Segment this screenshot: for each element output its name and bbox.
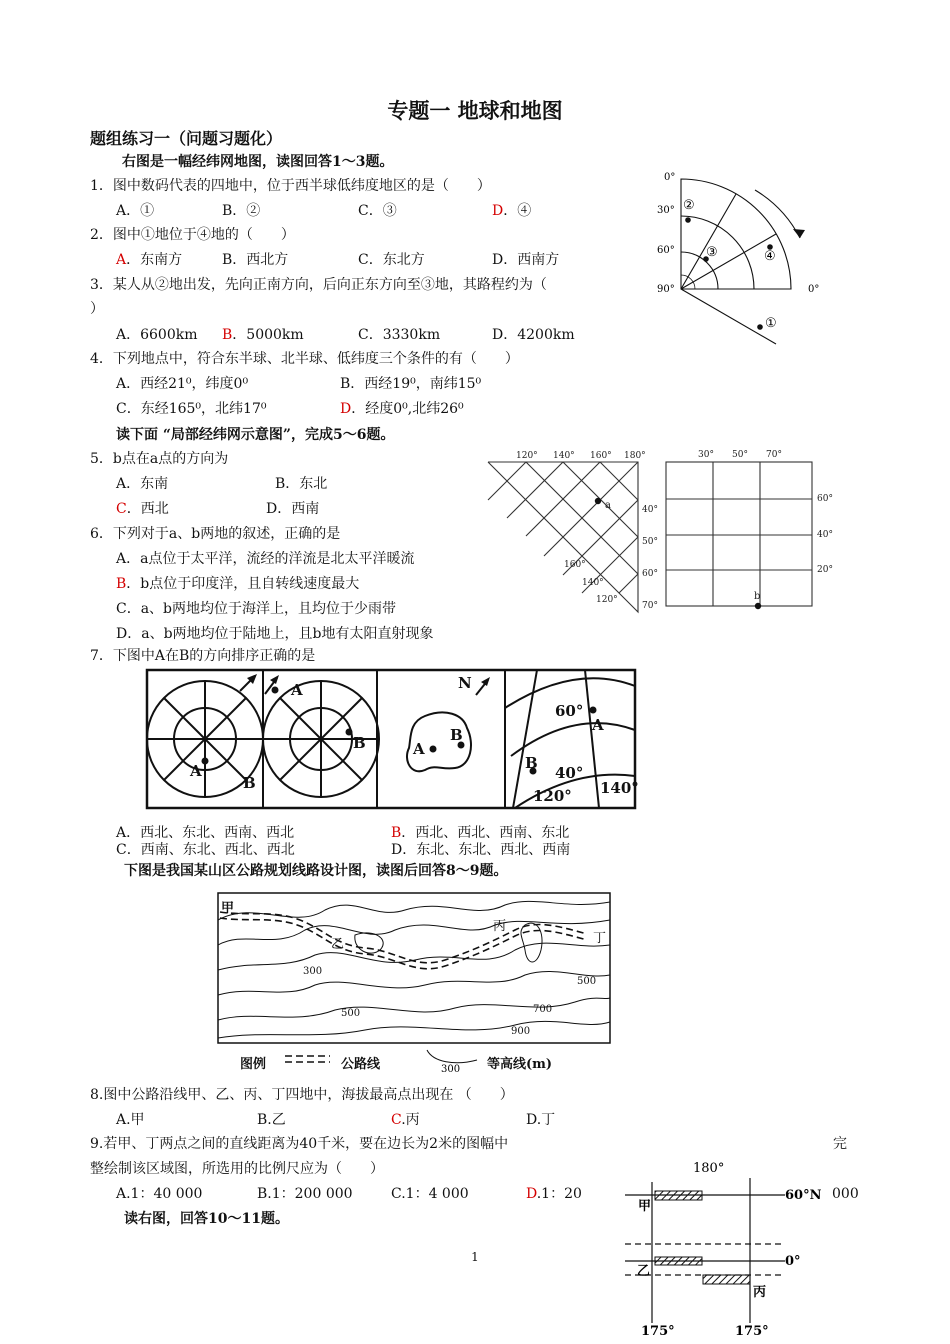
intro-3: 下图是我国某山区公路规划线路设计图，读图后回答8～9题。 <box>124 863 508 879</box>
contour-900: 900 <box>511 1026 531 1037</box>
place-bing-5: 丙 <box>753 1285 767 1300</box>
q8-option-d: D.丁 <box>526 1112 556 1128</box>
q3-option-c: C．3330km <box>358 327 441 343</box>
q7-option-b: B．西北、西北、西南、东北 <box>391 825 570 841</box>
q3-stem-end: ） <box>90 301 104 317</box>
right1-60: 60° <box>642 569 658 579</box>
q3-option-b: B．5000km <box>222 327 304 343</box>
q9-option-d: D.1：20 <box>526 1186 582 1202</box>
right2-20: 20° <box>817 565 833 575</box>
q7-option-c: C．西南、东北、西北、西北 <box>116 842 295 858</box>
place-jia: 甲 <box>221 901 235 916</box>
page-title: 专题一 地球和地图 <box>387 99 563 123</box>
contour-700: 700 <box>533 1004 553 1015</box>
lon-175-left: 175° <box>641 1324 675 1339</box>
q2-stem: 2．图中①地位于④地的（ ） <box>90 227 295 243</box>
q6-option-d: D．a、b两地均位于陆地上，且b地有太阳直射现象 <box>116 626 434 642</box>
north-label: N <box>458 674 472 692</box>
q5-option-c: C．西北 <box>116 501 169 517</box>
q9-option-d-tail: 000 <box>832 1186 859 1202</box>
diag3-B: B <box>450 726 463 744</box>
top1-120: 120° <box>516 451 538 461</box>
q4-option-b: B．西经19⁰，南纬15⁰ <box>340 376 482 392</box>
q1-option-a: A．① <box>116 203 155 219</box>
q1-option-b: B．② <box>222 203 261 219</box>
top2-30: 30° <box>698 450 714 460</box>
point-2-label: ② <box>683 198 695 213</box>
q5-option-d: D．西南 <box>266 501 320 517</box>
q9-stem-2: 整绘制该区域图，所选用的比例尺应为（ ） <box>90 1161 384 1177</box>
intro-1: 右图是一幅经纬网地图，读图回答1～3题。 <box>122 154 394 170</box>
legend-300: 300 <box>441 1064 461 1075</box>
equator: 0° <box>785 1254 801 1269</box>
legend-road: 公路线 <box>341 1057 381 1072</box>
q7-stem: 7．下图中A在B的方向排序正确的是 <box>90 648 316 664</box>
intro-2: 读下面 “局部经纬网示意图”，完成5～6题。 <box>116 427 395 443</box>
lat-40: 40° <box>555 764 584 782</box>
right1-50: 50° <box>642 537 658 547</box>
diag2-A: A <box>291 681 303 699</box>
diag1-A: A <box>190 762 202 780</box>
right1-70: 70° <box>642 601 658 611</box>
left1-120: 120° <box>596 595 618 605</box>
place-bing: 丙 <box>493 919 507 934</box>
top1-140: 140° <box>553 451 575 461</box>
q6-option-a: A．a点位于太平洋，流经的洋流是北太平洋暖流 <box>116 551 415 567</box>
q2-option-b: B．西北方 <box>222 252 289 268</box>
diag4-A: A <box>592 716 604 734</box>
q9-option-a: A.1：40 000 <box>116 1186 203 1202</box>
q4-stem: 4．下列地点中，符合东半球、北半球、低纬度三个条件的有（ ） <box>90 351 519 367</box>
q3-stem: 3．某人从②地出发，先向正南方向，后向正东方向至③地，其路程约为（ <box>90 277 547 293</box>
legend-title: 图例 <box>240 1057 267 1072</box>
place-jia-5: 甲 <box>638 1199 652 1214</box>
point-b-label: b <box>754 591 761 602</box>
lat-30-label: 30° <box>657 205 675 216</box>
contour-300: 300 <box>303 966 323 977</box>
lat-90-label: 90° <box>657 284 675 295</box>
left1-160: 160° <box>564 560 586 570</box>
top1-180: 180° <box>624 451 646 461</box>
diag3-A: A <box>413 740 425 758</box>
q8-option-a: A.甲 <box>116 1112 145 1128</box>
q5-stem: 5．b点在a点的方向为 <box>90 451 229 467</box>
q7-option-d: D．东北、东北、西北、西南 <box>391 842 571 858</box>
lat-60-label: 60° <box>657 245 675 256</box>
page-number: 1 <box>471 1250 479 1264</box>
q5-option-a: A．东南 <box>116 476 169 492</box>
q4-option-a: A．西经21⁰，纬度0⁰ <box>116 376 249 392</box>
lat-60n: 60°N <box>785 1188 822 1203</box>
q2-option-d: D．西南方 <box>492 252 560 268</box>
q1-stem: 1．图中数码代表的四地中，位于西半球低纬度地区的是（ ） <box>90 178 491 194</box>
q6-stem: 6．下列对于a、b两地的叙述，正确的是 <box>90 526 341 542</box>
lon-0-label: 0° <box>808 284 820 295</box>
direction-figure <box>145 668 637 810</box>
top1-160: 160° <box>590 451 612 461</box>
q8-option-b: B.乙 <box>257 1112 286 1128</box>
section-title: 题组练习一（问题习题化） <box>90 129 283 148</box>
q8-option-c: C.丙 <box>391 1112 420 1128</box>
lat-60: 60° <box>555 702 584 720</box>
contour-500-left: 500 <box>341 1008 361 1019</box>
q3-option-d: D．4200km <box>492 327 575 343</box>
diag1-B: B <box>243 774 256 792</box>
q2-option-a: A．东南方 <box>116 252 183 268</box>
point-4-label: ④ <box>764 249 776 264</box>
right2-60: 60° <box>817 494 833 504</box>
left1-140: 140° <box>582 578 604 588</box>
lon-140: 140° <box>600 779 639 797</box>
q9-option-b: B.1：200 000 <box>257 1186 353 1202</box>
intro-4: 读右图，回答10～11题。 <box>124 1211 289 1227</box>
diag4-B: B <box>525 754 538 772</box>
q8-stem: 8.图中公路沿线甲、乙、丙、丁四地中，海拔最高点出现在 （ ） <box>90 1087 514 1103</box>
q7-option-a: A．西北、东北、西南、西北 <box>116 825 295 841</box>
lon-175-right: 175° <box>735 1324 769 1339</box>
dateline-figure <box>625 1158 835 1338</box>
diag2-B: B <box>353 734 366 752</box>
contour-map-figure <box>215 890 615 1076</box>
q2-option-c: C．东北方 <box>358 252 425 268</box>
place-ding: 丁 <box>593 931 607 946</box>
point-1-label: ① <box>765 316 777 331</box>
q4-option-c: C．东经165⁰，北纬17⁰ <box>116 401 267 417</box>
lon-120: 120° <box>533 787 572 805</box>
q4-option-d: D．经度0⁰,北纬26⁰ <box>340 401 464 417</box>
q9-stem: 9.若甲、丁两点之间的直线距离为40千米，要在边长为2米的图幅中 <box>90 1136 509 1152</box>
right1-40: 40° <box>642 505 658 515</box>
lat-0-label: 0° <box>664 172 676 183</box>
legend-contour: 等高线(m) <box>487 1057 553 1072</box>
q9-option-c: C.1：4 000 <box>391 1186 469 1202</box>
point-a-label: a <box>605 500 611 511</box>
lon-180: 180° <box>693 1161 725 1176</box>
right2-40: 40° <box>817 530 833 540</box>
q1-option-c: C．③ <box>358 203 397 219</box>
q5-option-b: B．东北 <box>275 476 328 492</box>
q3-option-a: A．6600km <box>116 327 198 343</box>
q6-option-c: C．a、b两地均位于海洋上，且均位于少雨带 <box>116 601 397 617</box>
contour-500-right: 500 <box>577 976 597 987</box>
q9-stem-tail: 完 <box>833 1136 847 1152</box>
graticule-figure <box>650 168 830 353</box>
q6-option-b: B．b点位于印度洋，且自转线速度最大 <box>116 576 360 592</box>
top2-70: 70° <box>766 450 782 460</box>
top2-50: 50° <box>732 450 748 460</box>
place-yi-5: 乙 <box>637 1264 651 1279</box>
point-3-label: ③ <box>706 245 718 260</box>
place-yi: 乙 <box>331 937 345 952</box>
partial-graticule-figure <box>488 446 843 616</box>
q1-option-d: D．④ <box>492 203 532 219</box>
